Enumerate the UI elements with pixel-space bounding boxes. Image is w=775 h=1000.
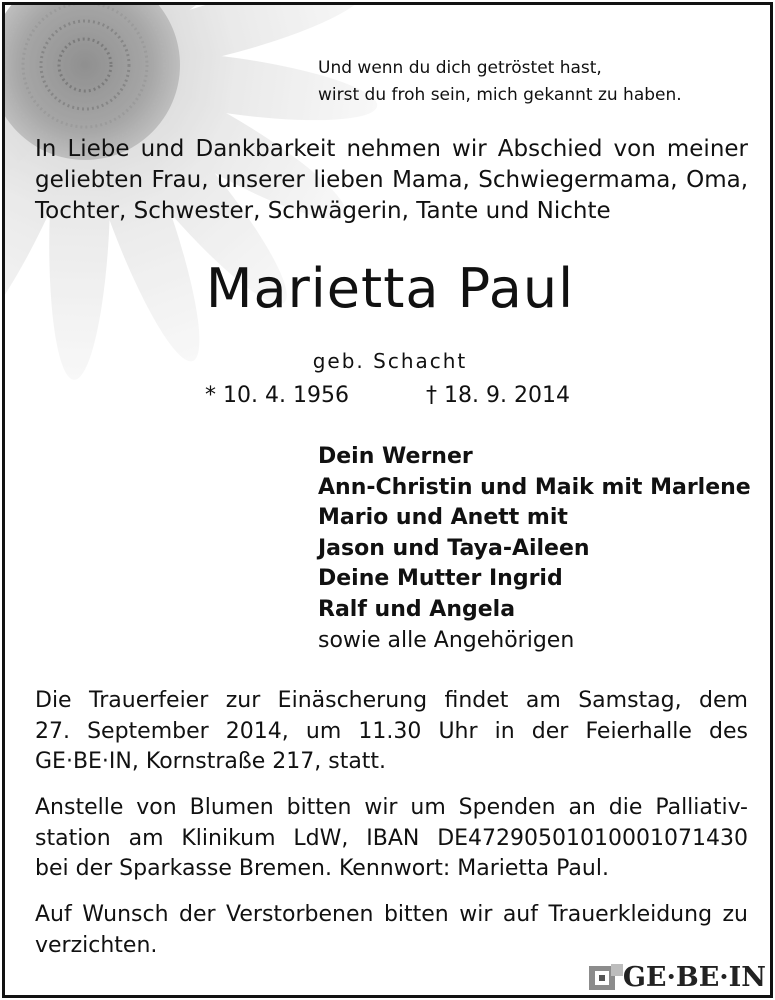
intro-line: Tochter, Schwester, Schwägerin, Tante und Nichte: [35, 198, 611, 224]
donation-line: Anstelle von Blumen bitten wir um Spenden an die Palliativ-: [35, 795, 748, 820]
deceased-name: Marietta Paul: [205, 257, 575, 320]
survivor-entry: Ann-Christin und Maik mit Marlene: [318, 474, 751, 500]
donation-paragraph: [35, 793, 748, 885]
survivor-entry: Dein Werner: [318, 444, 473, 469]
survivor-entry: Deine Mutter Ingrid: [318, 566, 563, 592]
ceremony-line: Die Trauerfeier zur Einäscherung findet am Samstag, dem: [35, 688, 748, 713]
dress-paragraph: [35, 900, 748, 961]
logo-text: GE·BE·IN: [622, 962, 766, 993]
survivors-list: [318, 442, 768, 656]
logo-mark-icon: [589, 964, 623, 992]
gebein-logo: [589, 962, 766, 993]
obituary-card: [2, 2, 773, 998]
intro-text: [35, 134, 748, 227]
intro-line: In Liebe und Dankbarkeit nehmen wir Abschied von meiner: [35, 136, 748, 162]
survivor-entry: Jason und Taya-Aileen: [318, 535, 590, 561]
ceremony-paragraph: [35, 686, 748, 778]
birth-date: * 10. 4. 1956: [205, 383, 349, 408]
survivor-entry: Mario und Anett mit: [318, 505, 568, 531]
survivor-entry: sowie alle Angehörigen: [318, 627, 575, 653]
survivor-entry: Ralf und Angela: [318, 596, 516, 622]
death-date: † 18. 9. 2014: [426, 383, 570, 408]
birth-name: geb. Schacht: [312, 349, 468, 373]
dress-line: verzichten.: [35, 932, 158, 958]
donation-line: station am Klinikum LdW, IBAN DE47290501010001071430: [35, 825, 748, 851]
quote: [318, 55, 748, 109]
dress-line: Auf Wunsch der Verstorbenen bitten wir auf Trauerkleidung zu: [35, 902, 748, 927]
quote-line: wirst du froh sein, mich gekannt zu haben.: [318, 85, 682, 105]
ceremony-line: 27. September 2014, um 11.30 Uhr in der Feierhalle des: [35, 718, 748, 744]
ceremony-line: GE·BE·IN, Kornstraße 217, statt.: [35, 749, 387, 774]
quote-line: Und wenn du dich getröstet hast,: [318, 58, 602, 78]
donation-line: bei der Sparkasse Bremen. Kennwort: Marietta Paul.: [35, 856, 609, 881]
intro-line: geliebten Frau, unserer lieben Mama, Schwiegermama, Oma,: [35, 167, 748, 193]
